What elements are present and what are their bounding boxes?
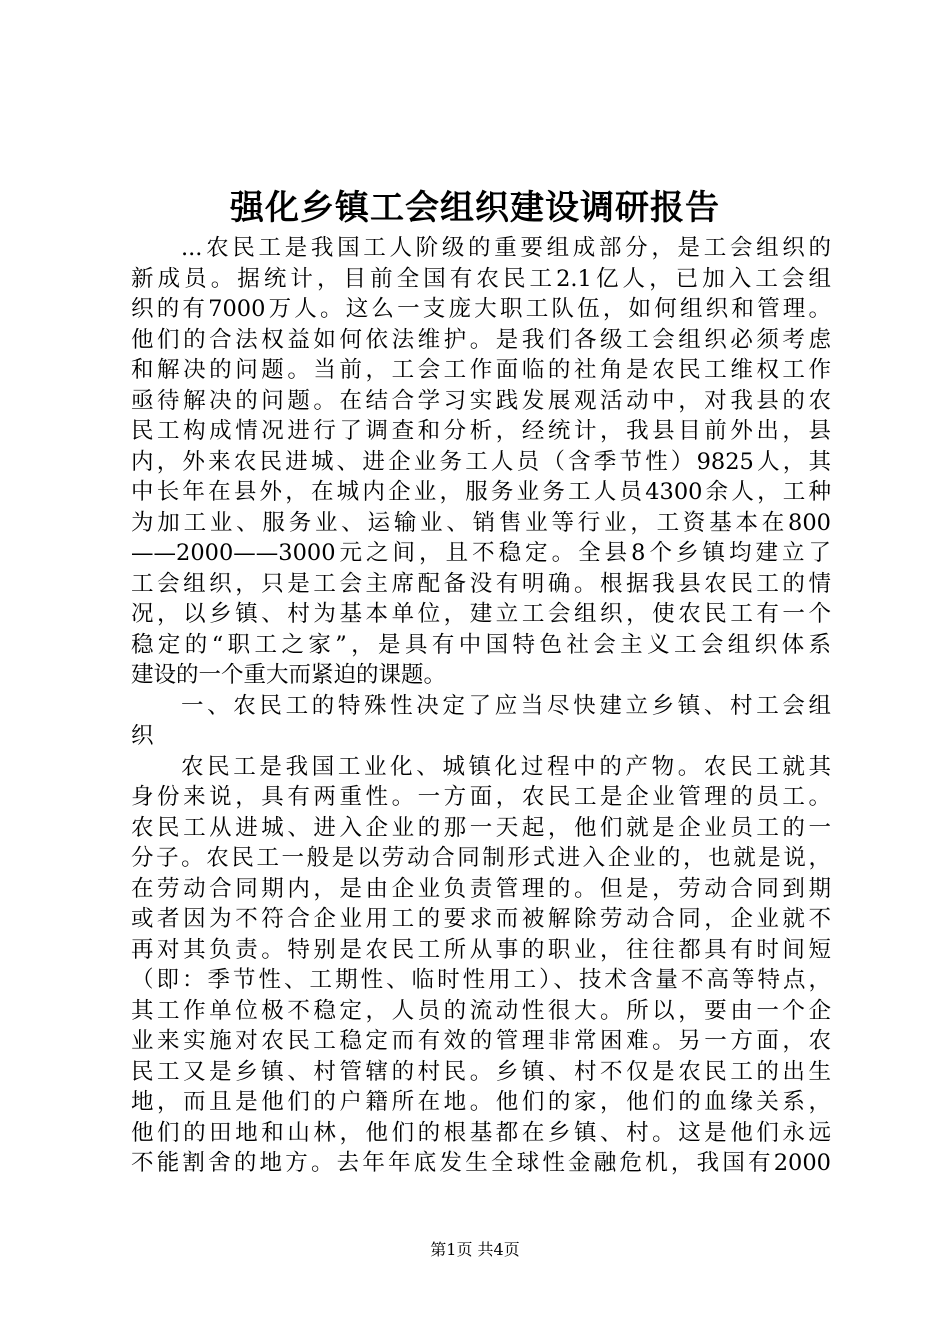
page-number-footer: 第1页 共4页 bbox=[430, 1240, 520, 1259]
body-line: 为加工业、服务业、运输业、销售业等行业，工资基本在800 bbox=[131, 509, 831, 536]
body-line: 农民工是我国工业化、城镇化过程中的产物。农民工就其 bbox=[181, 753, 831, 780]
body-line: （即：季节性、工期性、临时性用工）、技术含量不高等特点， bbox=[131, 967, 831, 993]
body-line: 新成员。据统计，目前全国有农民工2.1亿人，已加入工会组 bbox=[131, 265, 831, 292]
body-line: 身份来说，具有两重性。一方面，农民工是企业管理的员工。 bbox=[131, 784, 831, 810]
body-line: ...农民工是我国工人阶级的重要组成部分，是工会组织的 bbox=[181, 235, 831, 261]
section-heading-line: 一、农民工的特殊性决定了应当尽快建立乡镇、村工会组 bbox=[181, 692, 831, 719]
body-line: 况，以乡镇、村为基本单位，建立工会组织，使农民工有一个 bbox=[131, 601, 831, 627]
body-line: 分子。农民工一般是以劳动合同制形式进入企业的，也就是说， bbox=[131, 845, 831, 871]
body-line: 内，外来农民进城、进企业务工人员（含季节性）9825人，其 bbox=[131, 448, 831, 475]
body-line: 再对其负责。特别是农民工所从事的职业，往往都具有时间短 bbox=[131, 936, 831, 963]
body-line: 民工构成情况进行了调查和分析，经统计，我县目前外出，县 bbox=[131, 418, 831, 444]
body-line: ——2000——3000元之间，且不稳定。全县8个乡镇均建立了 bbox=[131, 540, 831, 566]
body-line: 其工作单位极不稳定，人员的流动性很大。所以，要由一个企 bbox=[131, 997, 831, 1024]
body-line: 和解决的问题。当前，工会工作面临的社角是农民工维权工作 bbox=[131, 357, 831, 383]
body-line: 或者因为不符合企业用工的要求而被解除劳动合同，企业就不 bbox=[131, 906, 831, 932]
document-title: 强化乡镇工会组织建设调研报告 bbox=[230, 188, 720, 228]
body-line: 工会组织，只是工会主席配备没有明确。根据我县农民工的情 bbox=[131, 570, 831, 597]
body-line: 地，而且是他们的户籍所在地。他们的家，他们的血缘关系， bbox=[131, 1089, 831, 1115]
body-line: 亟待解决的问题。在结合学习实践发展观活动中，对我县的农 bbox=[131, 387, 831, 414]
body-line: 建设的一个重大而紧迫的课题。 bbox=[131, 662, 447, 688]
body-line: 业来实施对农民工稳定而有效的管理非常困难。另一方面，农 bbox=[131, 1028, 831, 1054]
body-line: 中长年在县外，在城内企业，服务业务工人员4300余人，工种 bbox=[131, 479, 831, 505]
document-body bbox=[131, 233, 831, 1179]
body-line: 他们的田地和山林，他们的根基都在乡镇、村。这是他们永远 bbox=[131, 1119, 831, 1146]
body-line: 在劳动合同期内，是由企业负责管理的。但是，劳动合同到期 bbox=[131, 875, 831, 902]
section-heading-line: 织 bbox=[131, 723, 154, 749]
body-line: 他们的合法权益如何依法维护。是我们各级工会组织必须考虑 bbox=[131, 326, 831, 353]
body-line: 不能割舍的地方。去年年底发生全球性金融危机，我国有2000 bbox=[131, 1150, 831, 1176]
body-line: 稳定的“职工之家”，是具有中国特色社会主义工会组织体系 bbox=[131, 631, 831, 658]
body-line: 民工又是乡镇、村管辖的村民。乡镇、村不仅是农民工的出生 bbox=[131, 1058, 831, 1085]
body-line: 织的有7000万人。这么一支庞大职工队伍，如何组织和管理。 bbox=[131, 296, 831, 322]
body-line: 农民工从进城、进入企业的那一天起，他们就是企业员工的一 bbox=[131, 814, 831, 841]
